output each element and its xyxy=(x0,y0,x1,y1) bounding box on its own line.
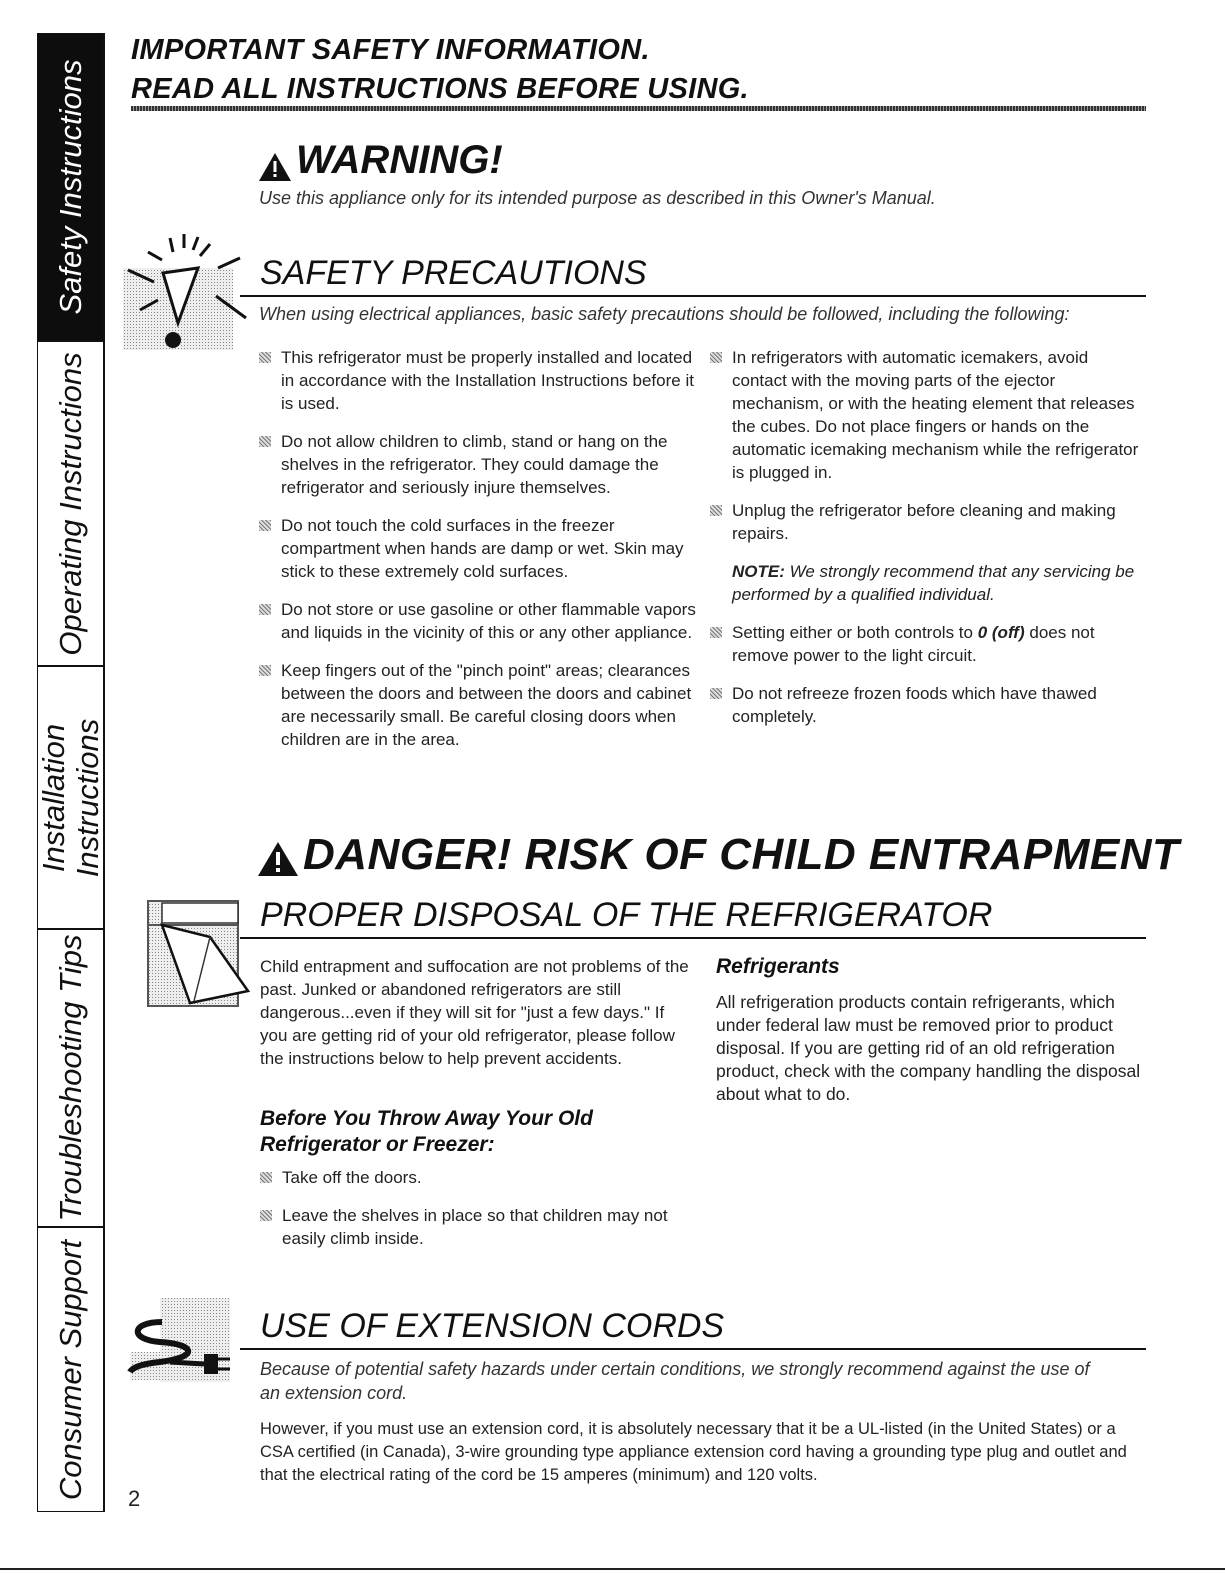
off-setting: 0 (off) xyxy=(977,623,1025,642)
section-tabs xyxy=(37,33,107,1512)
disposal-title: PROPER DISPOSAL OF THE REFRIGERATOR xyxy=(260,896,993,934)
bottom-rule xyxy=(0,1568,1225,1570)
extension-title: USE OF EXTENSION CORDS xyxy=(260,1307,725,1345)
safety-rule xyxy=(240,295,1146,297)
list-item: Do not store or use gasoline or other flammable vapors and liquids in the vicinity of this or any other appliance. xyxy=(259,598,699,644)
safety-intro: When using electrical appliances, basic safety precautions should be followed, including the following: xyxy=(259,304,1070,324)
tab-label: Troubleshooting Tips xyxy=(52,934,88,1222)
list-item: Leave the shelves in place so that children may not easily climb inside. xyxy=(260,1204,700,1250)
list-item: This refrigerator must be properly installed and located in accordance with the Installation Instructions before it is used. xyxy=(259,346,699,415)
entrapment-paragraph: Child entrapment and suffocation are not problems of the past. Junked or abandoned refrigerators are still dangerous...even if they will sit for "just a few days." If you are getting rid of your old refrigerator, please follow the instructions below to help prevent accidents. xyxy=(260,957,689,1068)
list-item: Keep fingers out of the "pinch point" areas; clearances between the doors and between the doors and cabinet are necessarily small. Be careful closing doors when children are in the area. xyxy=(259,659,699,751)
tab-label: Safety Instructions xyxy=(52,59,88,315)
tab-installation-instructions[interactable] xyxy=(37,666,105,929)
tab-label: Operating Instructions xyxy=(52,351,88,656)
tab-safety-instructions[interactable] xyxy=(37,33,105,341)
page-number: 2 xyxy=(128,1486,141,1511)
tab-operating-instructions[interactable] xyxy=(37,341,105,666)
safety-title: SAFETY PRECAUTIONS xyxy=(260,254,647,292)
tab-label: Consumer Support xyxy=(52,1239,88,1500)
extension-text: However, if you must use an extension cord, it is absolutely necessary that it be a UL-listed (in the United States) or a CSA certified (in Canada), 3-wire grounding type appliance extension cord having a grounding type plug and outlet and that the electrical rating of the cord be 15 amperes (minimum) and 120 volts. xyxy=(260,1420,1127,1484)
safety-right-list xyxy=(710,346,1142,743)
extension-rule xyxy=(240,1348,1146,1350)
extension-cord-icon xyxy=(120,1292,238,1388)
tab-troubleshooting-tips[interactable] xyxy=(37,929,105,1227)
tab-label: Installation Instructions xyxy=(35,718,105,877)
safety-left-list xyxy=(259,346,699,766)
warning-triangle-icon xyxy=(257,151,293,183)
note-label: NOTE: xyxy=(732,562,785,581)
danger-title: DANGER! RISK OF CHILD ENTRAPMENT xyxy=(303,830,1180,879)
list-item: Setting either or both controls to 0 (off) does not remove power to the light circuit. xyxy=(710,621,1142,667)
extension-intro: Because of potential safety hazards under certain conditions, we strongly recommend against the use of an extension cord. xyxy=(260,1359,1090,1403)
header-line-2: READ ALL INSTRUCTIONS BEFORE USING. xyxy=(131,73,749,105)
before-throw-heading: Before You Throw Away Your Old Refrigerator or Freezer: xyxy=(260,1107,593,1156)
list-item: In refrigerators with automatic icemakers, avoid contact with the moving parts of the ejector mechanism, or with the heating element that releases the cubes. Do not place fingers or hands on the automatic icemaking mechanism while the refrigerator is plugged in. xyxy=(710,346,1142,484)
refrigerator-icon xyxy=(140,895,250,1013)
warning-title: WARNING! xyxy=(296,138,503,182)
list-item: Do not refreeze frozen foods which have thawed completely. xyxy=(710,682,1142,728)
note-text: We strongly recommend that any servicing be performed by a qualified individual. xyxy=(732,562,1135,604)
refrigerants-heading: Refrigerants xyxy=(716,955,840,978)
disposal-rule xyxy=(240,937,1146,939)
tab-consumer-support[interactable] xyxy=(37,1227,105,1512)
before-throw-list xyxy=(260,1166,700,1265)
header-line-1: IMPORTANT SAFETY INFORMATION. xyxy=(131,34,650,66)
list-item: Do not touch the cold surfaces in the freezer compartment when hands are damp or wet. Skin may stick to these extremely cold surfaces. xyxy=(259,514,699,583)
header-rule xyxy=(131,106,1146,111)
danger-triangle-icon xyxy=(256,840,300,878)
list-item: Unplug the refrigerator before cleaning and making repairs. xyxy=(710,499,1142,545)
exclamation-burst-icon xyxy=(118,228,248,353)
list-item: Do not allow children to climb, stand or hang on the shelves in the refrigerator. They could damage the refrigerator and seriously injure themselves. xyxy=(259,430,699,499)
note xyxy=(710,560,1142,606)
list-item: Take off the doors. xyxy=(260,1166,700,1189)
warning-text: Use this appliance only for its intended purpose as described in this Owner's Manual. xyxy=(259,188,936,208)
refrigerants-text: All refrigeration products contain refrigerants, which under federal law must be removed prior to product disposal. If you are getting rid of an old refrigeration product, check with the company handling the disposal about what to do. xyxy=(716,992,1141,1104)
